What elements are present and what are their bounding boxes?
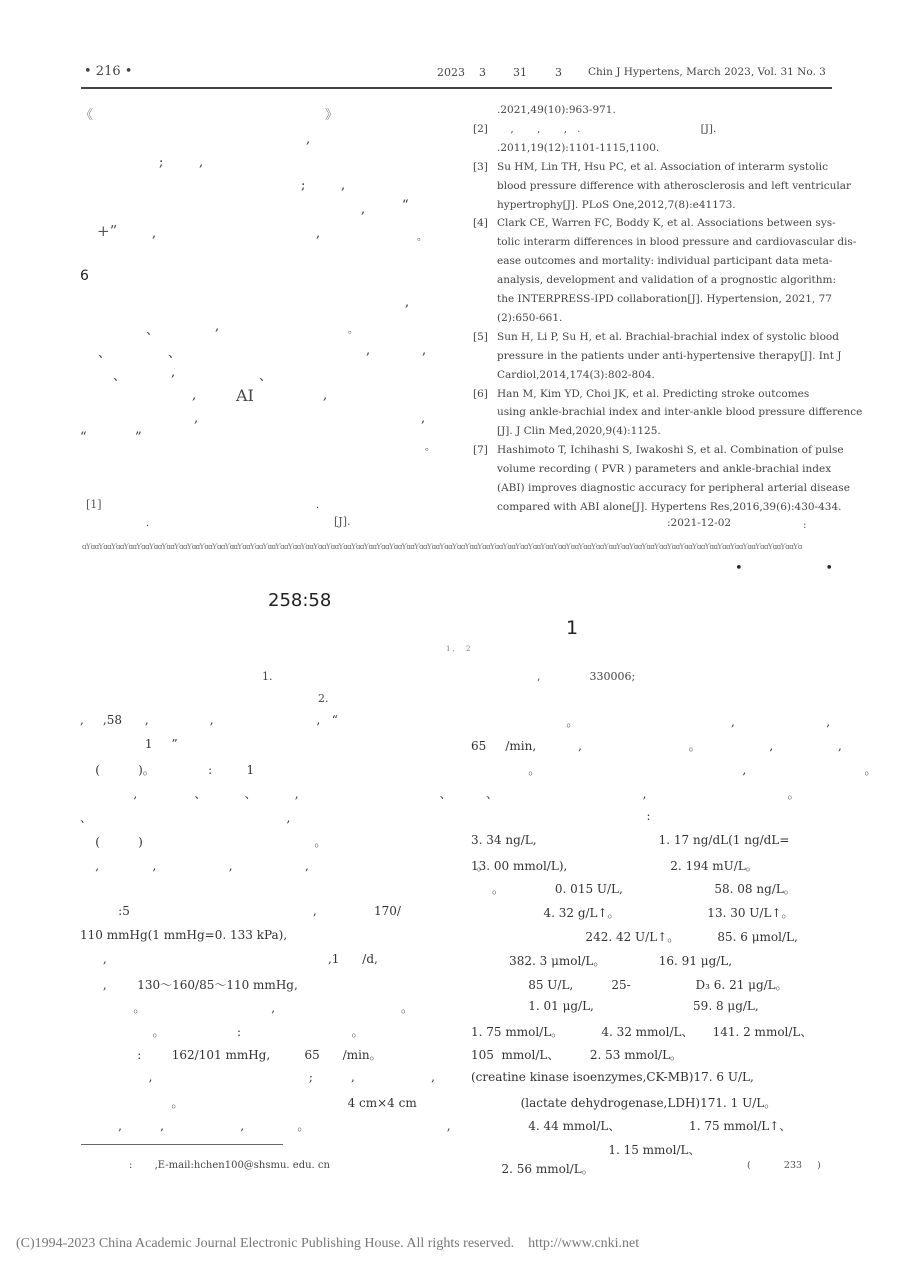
body-line: 。 : 。 xyxy=(80,1025,364,1039)
body-line: (lactate dehydrogenase,LDH)171. 1 U/L。 xyxy=(471,1096,777,1110)
book-title-close: 》 xyxy=(325,108,339,123)
body-line: , ,1 /d, xyxy=(80,952,378,966)
punct: , xyxy=(421,411,426,426)
reference-line: Clark CE, Warren FC, Boddy K, et al. Associations between sys- xyxy=(497,217,836,230)
header-month: 3 xyxy=(479,66,486,79)
plus-quote: +” xyxy=(97,222,118,240)
body-line: 242. 42 U/L↑。 85. 6 μmol/L, xyxy=(471,930,798,944)
punct: 、 xyxy=(98,346,112,361)
body-line: 65 /min, , 。 , , xyxy=(471,739,842,753)
body-line: 105 mmol/L、 2. 53 mmol/L。 xyxy=(471,1048,683,1062)
body-line: 85 U/L, 25- D₃ 6. 21 μg/L。 xyxy=(471,978,788,992)
body-line: (creatine kinase isoenzymes,CK-MB)17. 6 U/L, xyxy=(471,1070,754,1084)
article-subtitle-number: 1 xyxy=(566,617,579,639)
book-title-open: 《 xyxy=(80,108,94,123)
body-line: 13. 00 mmol/L), 2. 194 mU/L。 xyxy=(471,859,758,873)
punct: , xyxy=(341,178,346,193)
reference-label: [5] xyxy=(473,330,488,343)
reference-line: ease outcomes and mortality: individual participant data meta- xyxy=(497,255,833,268)
reference-line: pressure in the patients under anti-hypertensive therapy[J]. Int J xyxy=(497,349,842,362)
punct: , xyxy=(366,343,371,358)
copyright-notice: (C)1994-2023 China Academic Journal Electronic Publishing House. All rights reserved. http://www.cnki.net xyxy=(16,1236,640,1251)
body-line: 1. 15 mmol/L、 xyxy=(471,1143,701,1157)
reference-line: Su HM, Lin TH, Hsu PC, et al. Association of interarm systolic xyxy=(497,160,828,173)
punct: . xyxy=(146,518,150,529)
body-line: ( ) 。 xyxy=(80,835,327,849)
body-line: 1. 75 mmol/L。 4. 32 mmol/L、 141. 2 mmol/L、 xyxy=(471,1025,813,1039)
correspondence-email: : ,E-mail:hchen100@shsmu. edu. cn xyxy=(129,1160,330,1171)
body-line: 2. 56 mmol/L。 xyxy=(471,1162,594,1176)
body-line: , 130～160/85～110 mmHg, xyxy=(80,978,298,992)
header-issue: 3 xyxy=(555,66,562,79)
body-line: 1. 01 μg/L, 59. 8 μg/L, xyxy=(471,999,759,1013)
affiliation-2: 2. xyxy=(318,692,329,705)
ai-text: AI xyxy=(236,386,254,405)
body-line: 3. 34 ng/L, 1. 17 ng/dL(1 ng/dL= xyxy=(471,833,790,847)
body-line: 。 , , xyxy=(471,715,831,729)
body-line: 382. 3 μmol/L。 16. 91 μg/L, xyxy=(471,954,733,968)
journal-citation: Chin J Hypertens, March 2023, Vol. 31 No. 3 xyxy=(588,66,826,78)
punct: 、 xyxy=(168,346,182,361)
reference-line: , , , . [J]. xyxy=(497,122,717,135)
reference-line: volume recording ( PVR ) parameters and ankle-brachial index xyxy=(497,463,832,476)
reference-line: the INTERPRESS-IPD collaboration[J]. Hypertension, 2021, 77 xyxy=(497,293,832,305)
reference-line: .2021,49(10):963-971. xyxy=(497,104,616,116)
body-line: , ; , , xyxy=(80,1070,435,1084)
ref1-label: [1] xyxy=(86,498,102,511)
punct: , xyxy=(361,202,366,217)
reference-label: [3] xyxy=(473,160,488,173)
ref1-journal-type: [J]. xyxy=(334,515,351,528)
reference-label: [6] xyxy=(473,387,488,400)
footnote-rule xyxy=(81,1144,283,1145)
quote-close-2: ” xyxy=(135,430,142,445)
section-bullets: • • xyxy=(735,561,833,576)
body-line: 1 ” xyxy=(80,737,178,751)
body-line: , 、 、 , 、 、 xyxy=(80,787,499,801)
punct: . xyxy=(316,500,320,511)
body-line: : xyxy=(471,809,651,823)
body-line: 0. 015 U/L, 58. 08 ng/L。 xyxy=(471,882,796,896)
revised-colon: : xyxy=(803,519,807,531)
reference-line: Hashimoto T, Ichihashi S, Iwakoshi S, et al. Combination of pulse xyxy=(497,444,844,457)
section-number: 6 xyxy=(80,268,89,284)
punct: ; xyxy=(159,155,164,170)
reference-label: [4] xyxy=(473,217,488,230)
reference-line: hypertrophy[J]. PLoS One,2012,7(8):e41173. xyxy=(497,198,736,211)
punct: 、 xyxy=(259,369,273,384)
punct: , xyxy=(171,365,176,380)
body-line: ( )。 : 1 xyxy=(80,763,255,777)
reference-line: using ankle-brachial index and inter-ankle blood pressure difference xyxy=(497,406,863,419)
punct: 。 xyxy=(425,442,435,453)
punct: , xyxy=(422,343,427,358)
quote-open: “ xyxy=(402,198,409,213)
reference-line: .2011,19(12):1101-1115,1100. xyxy=(497,141,660,154)
header-year: 2023 xyxy=(437,66,465,79)
punct: , xyxy=(405,295,410,310)
body-line: , , , , 。 xyxy=(80,859,489,873)
body-line: 。 4 cm×4 cm xyxy=(80,1096,417,1110)
received-date: :2021-12-02 xyxy=(667,517,732,529)
reference-line: (2):650-661. xyxy=(497,311,563,324)
reference-label: [7] xyxy=(473,444,488,457)
author-superscripts: 1 , 2 xyxy=(446,645,471,653)
body-line: : 162/101 mmHg, 65 /min。 xyxy=(80,1048,382,1062)
body-line: , ,58 , , , “ xyxy=(80,713,338,727)
body-line: 、 , xyxy=(80,811,291,825)
punct: , xyxy=(306,132,311,147)
punct: , xyxy=(192,388,197,403)
reference-line: Cardiol,2014,174(3):802-804. xyxy=(497,368,655,381)
reference-line: blood pressure difference with atherosclerosis and left ventricular xyxy=(497,179,852,192)
punct: , xyxy=(152,226,157,241)
punct: 、 xyxy=(146,323,160,338)
decorative-divider: ɑƳɑɑƳɑɑƳɑɑƳɑɑƳɑɑƳɑɑƳɑɑƳɑɑƳɑɑƳɑɑƳɑɑƳɑɑƳɑɑƳɑɑƳɑɑƳɑɑƳɑɑƳɑɑƳɑɑƳɑɑƳɑɑƳɑɑƳɑɑƳɑɑƳɑɑƳɑɑƳɑɑƳɑɑƳɑɑƳɑɑƳɑɑƳɑɑƳɑɑƳɑɑƳɑɑƳɑɑƳɑɑƳɑɑƳɑɑƳɑɑƳɑɑƳɑɑƳɑɑƳɑɑƳɑɑƳɑɑƳɑɑƳɑɑƳɑɑƳɑɑƳɑɑƳɑɑƳɑɑƳɑɑƳɑɑƳɑɑƳɑ xyxy=(82,543,802,551)
body-line: 。 , 。 xyxy=(80,1001,413,1015)
reference-line: tolic interarm differences in blood pressure and cardiovascular dis- xyxy=(497,236,857,249)
reference-line: Han M, Kim YD, Choi JK, et al. Predicting stroke outcomes xyxy=(497,387,810,400)
body-line: 110 mmHg(1 mmHg=0. 133 kPa), xyxy=(80,928,288,942)
reference-line: [J]. J Clin Med,2020,9(4):1125. xyxy=(497,425,661,438)
header-volume: 31 xyxy=(513,66,527,79)
body-line: :5 , 170/ xyxy=(80,904,401,918)
punct: 。 xyxy=(417,232,427,243)
postcode: , 330006; xyxy=(537,670,636,683)
punct: , xyxy=(215,319,220,334)
punct: ; xyxy=(301,178,306,193)
punct: , xyxy=(323,388,328,403)
reference-line: Sun H, Li P, Su H, et al. Brachial-brachial index of systolic blood xyxy=(497,330,839,343)
punct: , xyxy=(194,411,199,426)
body-line: , , , 。 , xyxy=(80,1119,451,1133)
reference-label: [2] xyxy=(473,122,488,135)
article-title-numbers: 258:58 xyxy=(268,590,332,611)
reference-line: (ABI) improves diagnostic accuracy for peripheral arterial disease xyxy=(497,482,850,494)
punct: 、 xyxy=(113,369,127,384)
punct: , xyxy=(316,226,321,241)
body-line: , 。 xyxy=(471,787,800,801)
body-line: 。 , 。 xyxy=(471,763,877,777)
reference-line: compared with ABI alone[J]. Hypertens Res,2016,39(6):430-434. xyxy=(497,500,842,513)
quote-open-2: “ xyxy=(80,430,87,445)
page-number: • 216 • xyxy=(84,64,133,79)
body-line: 。 xyxy=(80,882,504,896)
punct: , xyxy=(199,155,204,170)
body-line: 4. 44 mmol/L、 1. 75 mmol/L↑、 xyxy=(471,1119,792,1133)
punct: 。 xyxy=(348,325,358,336)
affiliation-1: 1. xyxy=(262,670,273,683)
reference-line: analysis, development and validation of a prognostic algorithm: xyxy=(497,274,837,287)
body-line: 4. 32 g/L↑。 13. 30 U/L↑。 xyxy=(471,906,794,920)
header-rule xyxy=(81,87,832,89)
continued-on-page: ( 233 ) xyxy=(747,1160,821,1171)
